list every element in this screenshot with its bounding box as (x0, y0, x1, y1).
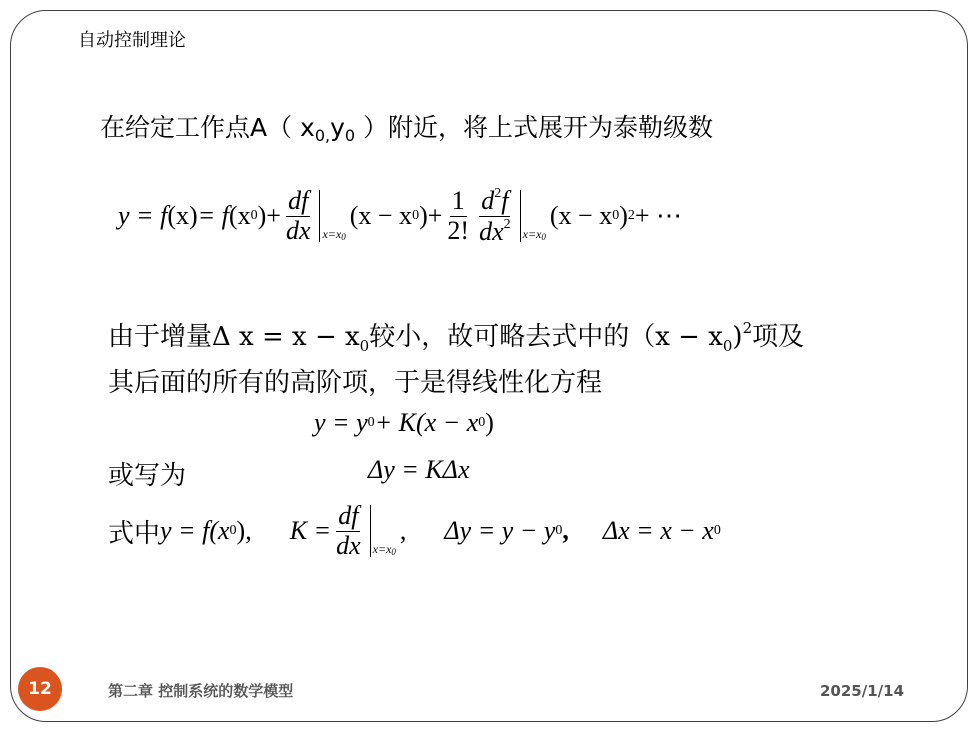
taylor-eval2-label: x=x (522, 227, 542, 242)
taylor-d2f-f: f (501, 186, 509, 215)
linear-eq-close: ) (485, 408, 494, 437)
taylor-eval-label: x=x (322, 227, 342, 242)
taylor-x: (x) (167, 201, 198, 231)
taylor-close: ) (257, 201, 267, 231)
taylor-term2-close: ) (619, 201, 628, 231)
taylor-d2f-d: d (481, 186, 495, 215)
chapter-title: 第二章 控制系统的数学模型 (108, 682, 294, 700)
where-frac (334, 502, 363, 560)
heading-sub2: 0 (344, 126, 356, 145)
where-k: K = (289, 516, 332, 546)
where-label: 式中 (108, 518, 161, 549)
taylor-eval-sub: 0 (341, 232, 346, 243)
slide-date: 2025/1/14 (820, 682, 905, 700)
taylor-eval2 (520, 190, 546, 242)
taylor-eval1 (319, 190, 345, 242)
line1-a: 由于增量Δ x = x − x (108, 322, 360, 352)
taylor-x0: (x (228, 201, 251, 231)
line1-sub: 0 (359, 337, 370, 355)
where-dx: dx (336, 530, 361, 560)
where-dy-sub: 0 (555, 523, 563, 539)
taylor-term2-sup: 2 (627, 208, 635, 224)
linear-equation (314, 408, 494, 438)
slide-heading (100, 108, 713, 145)
taylor-term2: (x − x (549, 201, 613, 231)
taylor-term1: (x − x (349, 201, 413, 231)
course-title: 自动控制理论 (78, 30, 186, 51)
line1-sub2: 0 (722, 337, 733, 355)
taylor-d2f-sup: 2 (494, 186, 502, 201)
text-line-2: 其后面的所有的高阶项，于是得线性化方程 (108, 368, 603, 398)
heading-text-a: 在给定工作点A（ x (100, 113, 315, 142)
taylor-term2-sub: 0 (612, 208, 620, 224)
linear-eq-b: + K(x − x (374, 408, 479, 437)
taylor-d2f (479, 186, 510, 217)
linear-eq-sub: 0 (367, 415, 375, 430)
taylor-equation (118, 186, 682, 246)
line1-sup: 2 (742, 319, 753, 337)
where-dxx-sub: 0 (713, 523, 721, 539)
linear-eq-a: y = y (314, 408, 368, 437)
line1-d: 项及 (752, 322, 805, 352)
taylor-term1-close: ) (419, 201, 428, 231)
where-eval-label: x=x (372, 542, 392, 557)
line1-c: ) (732, 322, 743, 352)
taylor-term1-sub: 0 (412, 208, 420, 224)
taylor-plus1: + (266, 201, 281, 231)
line1-b: 较小，故可略去式中的（x − x (369, 322, 723, 352)
where-y: y = f(x (160, 516, 230, 546)
where-y-sub: 0 (229, 523, 237, 539)
taylor-eq: = f (197, 201, 229, 231)
alt-label: 或写为 (108, 461, 187, 491)
where-df: df (338, 501, 359, 530)
taylor-eval2-sub: 0 (541, 232, 546, 243)
taylor-dx2-sup: 2 (503, 216, 511, 232)
taylor-dx2-text: dx (479, 216, 504, 246)
where-comma: , (399, 516, 407, 546)
where-dxx: Δx = x − x (602, 516, 714, 546)
where-dy: Δy = y − y (444, 516, 556, 546)
text-line-1 (108, 316, 804, 355)
taylor-one: 1 (451, 186, 465, 215)
where-eval (370, 505, 396, 557)
heading-y: y (330, 113, 345, 142)
taylor-lhs: y = f (118, 201, 168, 231)
taylor-df: df (288, 186, 309, 215)
taylor-frac-d2f (477, 186, 513, 246)
page-number-badge: 12 (18, 667, 62, 711)
where-y-close: ), (236, 516, 252, 546)
alt-equation: Δy = KΔx (368, 455, 470, 484)
taylor-dx2 (477, 217, 513, 247)
taylor-tail: + ⋯ (634, 201, 683, 231)
taylor-frac-df (284, 187, 313, 245)
taylor-plus2: + (427, 201, 443, 231)
taylor-fact: 2! (447, 215, 470, 245)
linear-eq-sub2: 0 (478, 415, 486, 430)
taylor-sub0: 0 (250, 208, 258, 224)
taylor-dx: dx (285, 215, 311, 245)
heading-sub1: 0, (314, 126, 331, 145)
taylor-frac-fact (445, 187, 471, 245)
where-dy-comma: , (562, 516, 569, 546)
where-eval-sub: 0 (391, 547, 396, 558)
where-line (108, 502, 721, 560)
heading-text-b: ）附近，将上式展开为泰勒级数 (355, 113, 714, 142)
